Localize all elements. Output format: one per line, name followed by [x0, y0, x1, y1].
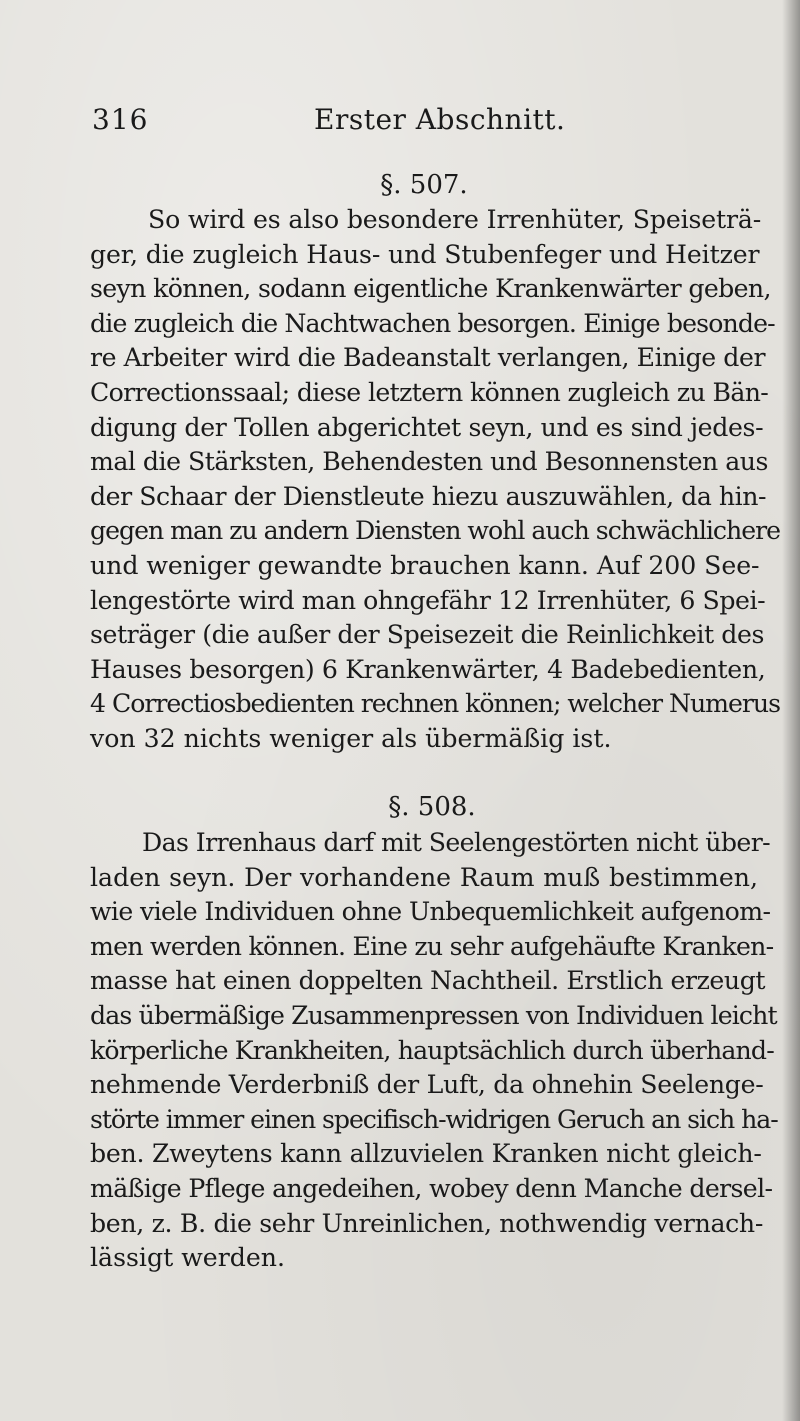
text-line: men werden können. Eine zu sehr aufgehäufte Kranken- — [90, 931, 774, 961]
section-mark-508: §. 508. — [388, 792, 476, 822]
text-line: laden seyn. Der vorhandene Raum muß bestimmen, — [90, 862, 758, 892]
text-line: lengestörte wird man ohngefähr 12 Irrenhüter, 6 Spei- — [90, 585, 766, 615]
text-line: masse hat einen doppelten Nachtheil. Erstlich erzeugt — [90, 966, 766, 996]
text-line: 4 Correctiosbedienten rechnen können; welcher Numerus — [90, 689, 780, 719]
text-line: seträger (die außer der Speisezeit die Reinlichkeit des — [90, 620, 764, 650]
paragraph-507 — [90, 203, 780, 757]
page-edge-shadow — [782, 0, 800, 1421]
text-line: von 32 nichts weniger als übermäßig ist. — [90, 723, 612, 753]
text-line: Hauses besorgen) 6 Krankenwärter, 4 Badebedienten, — [90, 654, 766, 684]
text-line: gegen man zu andern Diensten wohl auch schwächlichere — [90, 516, 780, 546]
running-head: Erster Abschnitt. — [314, 103, 566, 136]
text-line: störte immer einen specifisch-widrigen Geruch an sich ha- — [90, 1104, 778, 1134]
text-line: und weniger gewandte brauchen kann. Auf 200 See- — [90, 550, 760, 580]
text-line: digung der Tollen abgerichtet seyn, und es sind jedes- — [90, 412, 764, 442]
page-header — [92, 103, 752, 143]
text-line: ben, z. B. die sehr Unreinlichen, nothwendig vernach- — [90, 1208, 764, 1238]
text-line: lässigt werden. — [90, 1243, 285, 1273]
paragraph-508 — [90, 826, 778, 1276]
text-line: Correctionssaal; diese letztern können zugleich zu Bän- — [90, 377, 769, 407]
text-line: mäßige Pflege angedeihen, wobey denn Manche dersel- — [90, 1173, 773, 1203]
section-mark-507: §. 507. — [380, 170, 468, 200]
text-line: wie viele Individuen ohne Unbequemlichkeit aufgenom- — [90, 897, 771, 927]
text-line: re Arbeiter wird die Badeanstalt verlangen, Einige der — [90, 343, 766, 373]
text-line: Das Irrenhaus darf mit Seelengestörten nicht über- — [142, 828, 771, 857]
text-line: nehmende Verderbniß der Luft, da ohnehin Seelenge- — [90, 1070, 764, 1100]
text-line: körperliche Krankheiten, hauptsächlich durch überhand- — [90, 1035, 774, 1065]
text-line: der Schaar der Dienstleute hiezu auszuwählen, da hin- — [90, 481, 767, 511]
text-line: ben. Zweytens kann allzuvielen Kranken nicht gleich- — [90, 1139, 762, 1169]
text-line: die zugleich die Nachtwachen besorgen. Einige besonde- — [90, 308, 775, 338]
text-line: ger, die zugleich Haus- und Stubenfeger und Heitzer — [90, 239, 760, 269]
text-line: seyn können, sodann eigentliche Krankenwärter geben, — [90, 274, 771, 304]
text-line: So wird es also besondere Irrenhüter, Speiseträ- — [148, 205, 762, 234]
text-line: mal die Stärksten, Behendesten und Besonnensten aus — [90, 447, 768, 477]
page-number: 316 — [92, 103, 149, 136]
text-line: das übermäßige Zusammenpressen von Individuen leicht — [90, 1000, 777, 1030]
